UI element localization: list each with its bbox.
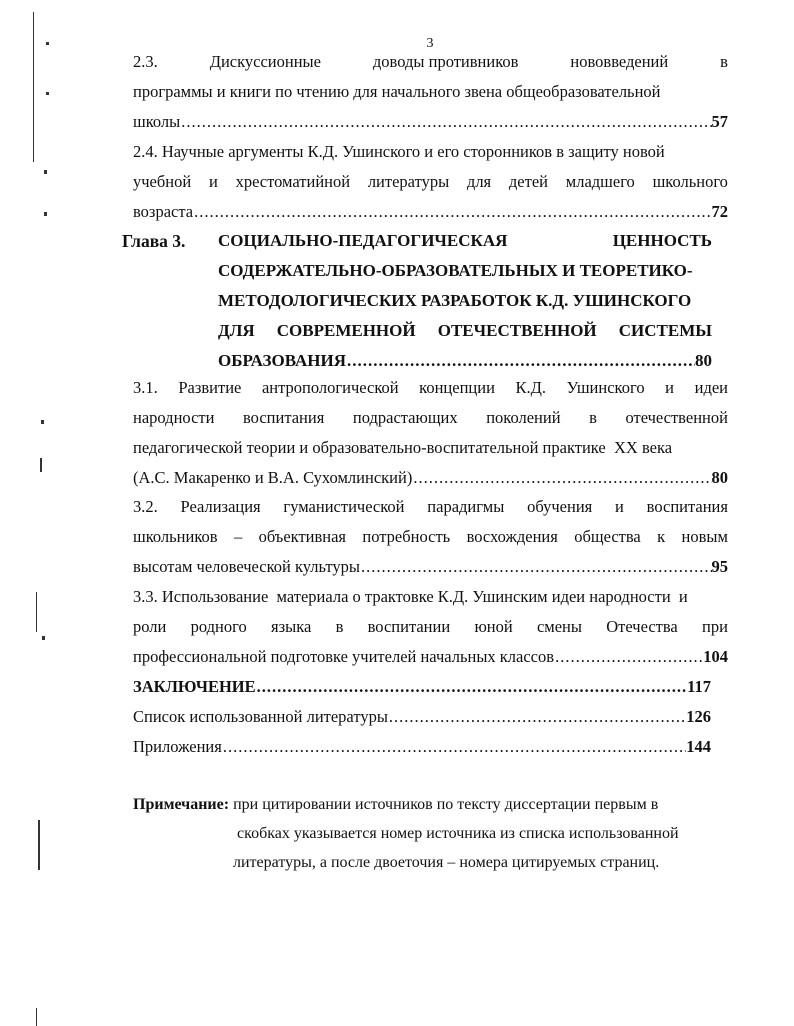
toc-page-number: 104 bbox=[703, 647, 728, 666]
toc-entry-references[interactable] bbox=[133, 702, 711, 732]
word: гуманистической bbox=[283, 497, 405, 516]
word: подрастающих bbox=[352, 408, 458, 427]
toc-line: 3.3. Использование материала о трактовке К.Д. Ушинским идеи народности и bbox=[133, 587, 688, 606]
word: Дискуссионные bbox=[209, 52, 321, 71]
word: ОТЕЧЕСТВЕННОЙ bbox=[437, 321, 597, 340]
toc-entry-2-4[interactable] bbox=[133, 137, 728, 227]
word: ЦЕННОСТЬ bbox=[612, 231, 712, 250]
word: и bbox=[208, 172, 218, 191]
dot-leader bbox=[412, 463, 711, 493]
toc-line: ЗАКЛЮЧЕНИЕ bbox=[133, 677, 256, 696]
page-number: 3 bbox=[426, 36, 434, 51]
word: учебной bbox=[133, 172, 192, 191]
word: родного bbox=[190, 617, 247, 636]
word: в bbox=[335, 617, 344, 636]
word: 2.3. bbox=[133, 52, 158, 71]
word: роли bbox=[133, 617, 167, 636]
word: смены bbox=[536, 617, 582, 636]
word: 3.1. bbox=[133, 378, 158, 397]
toc-page-number: 72 bbox=[711, 202, 728, 221]
word: идеи bbox=[694, 378, 728, 397]
word: литературы bbox=[367, 172, 450, 191]
toc-line: (А.С. Макаренко и В.А. Сухомлинский) bbox=[133, 468, 413, 487]
toc-line: школы bbox=[133, 112, 181, 131]
dot-leader bbox=[193, 197, 711, 227]
word: народности bbox=[133, 408, 215, 427]
dot-leader bbox=[388, 702, 686, 732]
word: хрестоматийной bbox=[235, 172, 351, 191]
note-text: скобках указывается номер источника из списка использованной bbox=[237, 825, 679, 842]
toc-page-number: 57 bbox=[711, 112, 728, 131]
word: объективная bbox=[258, 527, 347, 546]
dot-leader bbox=[256, 672, 688, 702]
dot-leader bbox=[554, 642, 703, 672]
word: воспитания bbox=[646, 497, 728, 516]
word: для bbox=[466, 172, 492, 191]
dot-leader bbox=[346, 346, 695, 376]
toc-page-number: 117 bbox=[687, 677, 711, 696]
toc-page-number: 95 bbox=[711, 557, 728, 576]
word: – bbox=[233, 527, 243, 546]
dot-leader bbox=[180, 107, 711, 137]
word: новым bbox=[681, 527, 728, 546]
toc-line: 2.4. Научные аргументы К.Д. Ушинского и его сторонников в защиту новой bbox=[133, 142, 665, 161]
word: потребность bbox=[362, 527, 451, 546]
toc-page-number: 126 bbox=[686, 707, 711, 726]
toc-line: педагогической теории и образовательно-воспитательной практике XX века bbox=[133, 438, 673, 457]
word: доводы противников bbox=[372, 52, 519, 71]
word: СОЦИАЛЬНО-ПЕДАГОГИЧЕСКАЯ bbox=[218, 231, 508, 250]
note-label: Примечание: bbox=[133, 796, 230, 813]
toc-line: Список использованной литературы bbox=[133, 707, 388, 726]
word: языка bbox=[271, 617, 312, 636]
word: в bbox=[720, 52, 728, 71]
word: СИСТЕМЫ bbox=[618, 321, 712, 340]
word: школьников bbox=[133, 527, 218, 546]
toc-line: ОБРАЗОВАНИЯ bbox=[218, 351, 346, 370]
word: детей bbox=[508, 172, 548, 191]
toc-line: программы и книги по чтению для начального звена общеобразовательной bbox=[133, 82, 661, 101]
toc-entry-3-1[interactable] bbox=[133, 373, 728, 493]
word: антропологической bbox=[261, 378, 399, 397]
word: поколений bbox=[486, 408, 561, 427]
toc-page-number: 144 bbox=[686, 737, 711, 756]
dot-leader bbox=[360, 552, 711, 582]
word: школьного bbox=[652, 172, 728, 191]
toc-line: возраста bbox=[133, 202, 194, 221]
word: Реализация bbox=[180, 497, 261, 516]
word: Отечества bbox=[606, 617, 678, 636]
word: младшего bbox=[565, 172, 635, 191]
note-block bbox=[133, 790, 733, 877]
word: концепции bbox=[419, 378, 495, 397]
word: СОВРЕМЕННОЙ bbox=[276, 321, 416, 340]
word: общества bbox=[574, 527, 641, 546]
word: при bbox=[702, 617, 728, 636]
note-text: при цитировании источников по тексту диссертации первым в bbox=[233, 796, 659, 813]
word: Развитие bbox=[178, 378, 242, 397]
chapter-3-label: Глава 3. bbox=[122, 231, 186, 251]
toc-line: СОДЕРЖАТЕЛЬНО-ОБРАЗОВАТЕЛЬНЫХ И ТЕОРЕТИКО- bbox=[218, 261, 693, 280]
word: ДЛЯ bbox=[218, 321, 255, 340]
toc-entry-3-3[interactable] bbox=[133, 582, 728, 672]
dot-leader bbox=[222, 732, 686, 762]
word: обучения bbox=[527, 497, 593, 516]
toc-entry-2-3[interactable] bbox=[133, 47, 728, 137]
toc-line: профессиональной подготовке учителей начальных классов bbox=[133, 647, 555, 666]
note-text: литературы, а после двоеточия – номера цитируемых страниц. bbox=[233, 854, 660, 871]
toc-page-number: 80 bbox=[695, 351, 712, 370]
word: воспитании bbox=[367, 617, 451, 636]
toc-page-number: 80 bbox=[711, 468, 728, 487]
toc-entry-appendices[interactable] bbox=[133, 732, 711, 762]
word: к bbox=[657, 527, 666, 546]
word: и bbox=[665, 378, 675, 397]
toc-entry-conclusion[interactable] bbox=[133, 672, 711, 702]
toc-chapter-3[interactable] bbox=[218, 226, 712, 376]
toc-line: высотам человеческой культуры bbox=[133, 557, 361, 576]
word: нововведений bbox=[570, 52, 669, 71]
word: Ушинского bbox=[566, 378, 645, 397]
word: парадигмы bbox=[427, 497, 505, 516]
word: в bbox=[589, 408, 597, 427]
word: восхождения bbox=[466, 527, 558, 546]
toc-line: Приложения bbox=[133, 737, 222, 756]
word: юной bbox=[474, 617, 513, 636]
toc-entry-3-2[interactable] bbox=[133, 492, 728, 582]
word: отечественной bbox=[625, 408, 728, 427]
word: воспитания bbox=[243, 408, 325, 427]
word: К.Д. bbox=[515, 378, 547, 397]
toc-line: МЕТОДОЛОГИЧЕСКИХ РАЗРАБОТОК К.Д. УШИНСКОГО bbox=[218, 291, 692, 310]
word: 3.2. bbox=[133, 497, 158, 516]
word: и bbox=[615, 497, 624, 516]
